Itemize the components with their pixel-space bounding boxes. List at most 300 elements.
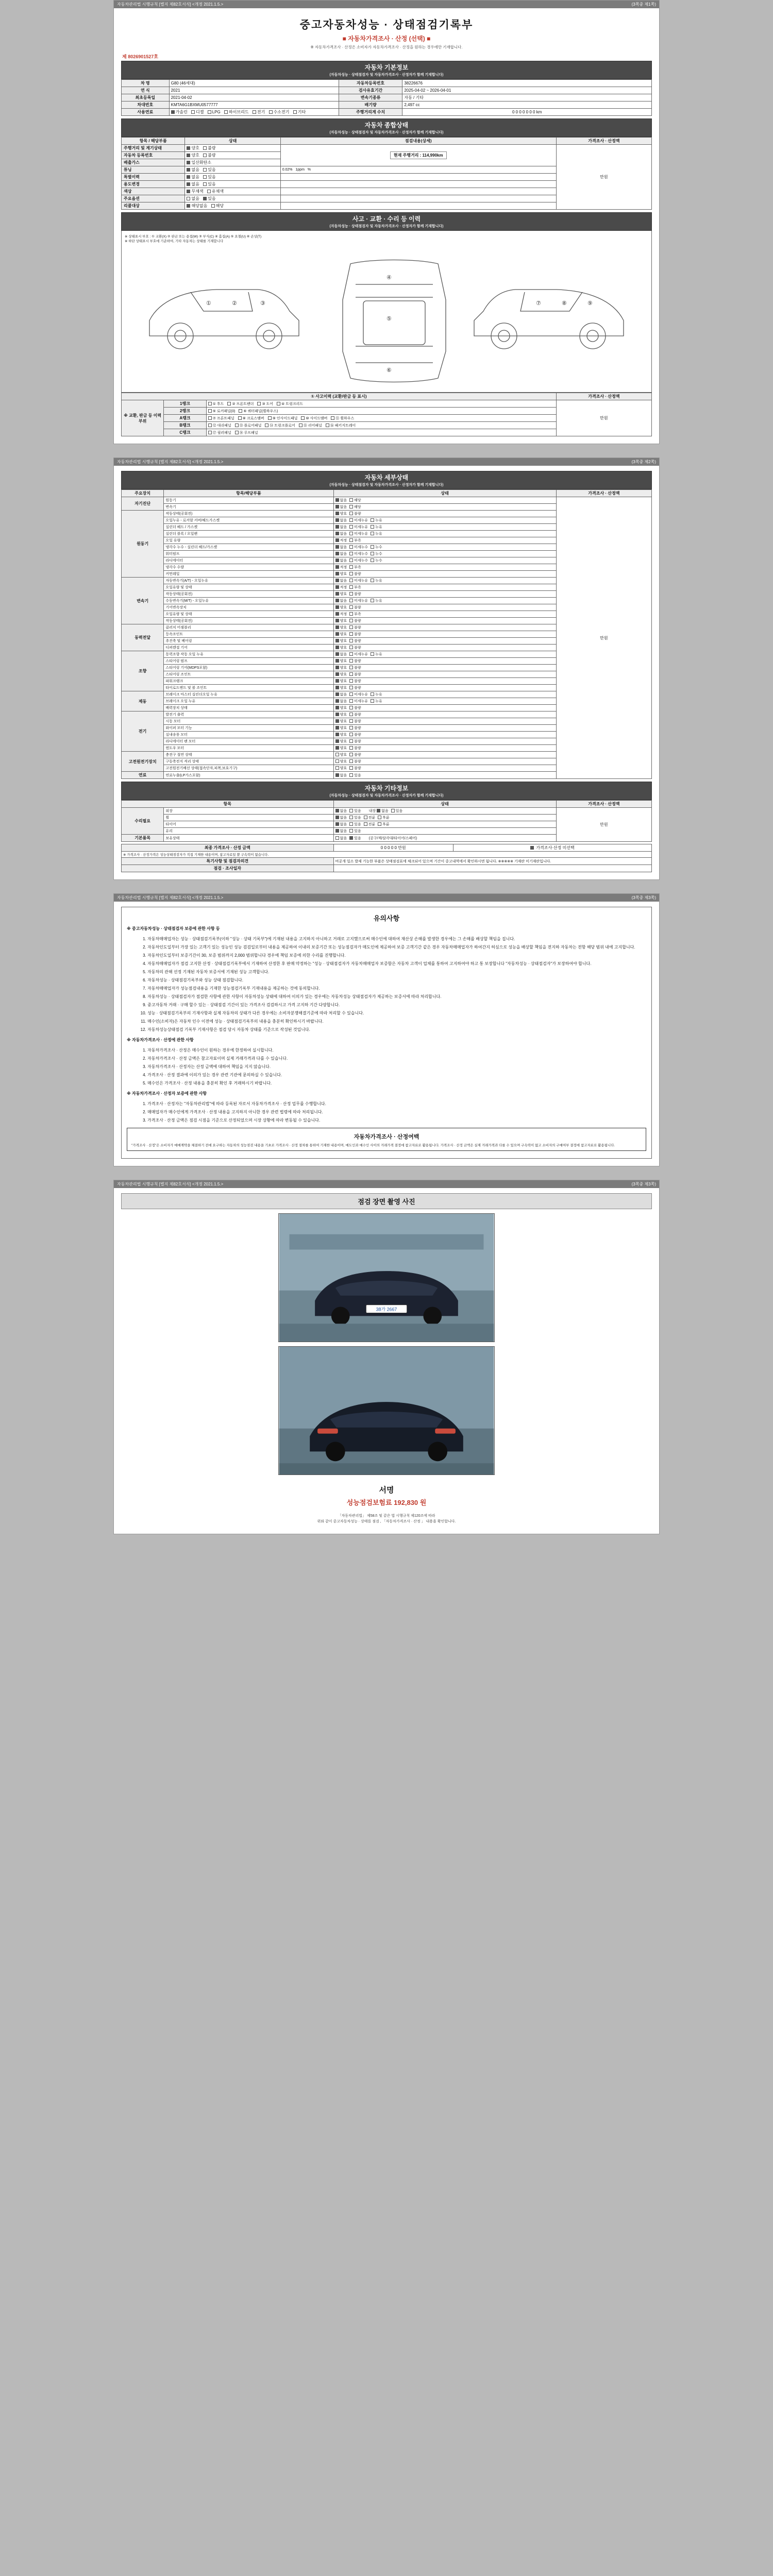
checkbox-plate-good[interactable] xyxy=(187,152,199,158)
checkbox-4-5-0[interactable]: 양호 xyxy=(335,685,347,690)
part-label: ⑬ 플로어패널 xyxy=(239,423,262,428)
part-floor-panel[interactable] xyxy=(235,423,262,428)
rank-items-a xyxy=(206,415,556,422)
checkbox-1-1-2[interactable]: 누유 xyxy=(371,518,382,523)
svg-text:③: ③ xyxy=(260,300,265,307)
checkbox-1-7-0[interactable]: 없음 xyxy=(335,558,347,563)
detail-state-1-2 xyxy=(333,524,556,531)
rank-label-c: C랭크 xyxy=(164,429,206,436)
checkbox-7-1-0[interactable]: 양호 xyxy=(335,759,347,764)
etc-state-0 xyxy=(333,808,556,815)
checkbox-plate-bad[interactable] xyxy=(203,152,215,158)
detail-state-7-1 xyxy=(333,758,556,765)
form-reference: 자동차관리법 시행규칙 [별지 제82호서식] <개정 2021.1.5.> xyxy=(117,2,224,7)
checkbox-1-2-1[interactable]: 미세누유 xyxy=(349,524,368,530)
detail-state-1-7 xyxy=(333,557,556,564)
etc-right-checkbox-0-0[interactable]: 없음 xyxy=(377,808,389,814)
label-none: 없음 xyxy=(191,175,199,179)
color-detail xyxy=(280,188,556,195)
part-rear-panel[interactable] xyxy=(299,423,322,428)
detail-part-4-4: 파워크랭크 xyxy=(164,678,333,685)
checkbox-6-5-0[interactable]: 양호 xyxy=(335,745,347,751)
checkbox-fuel-label-0: 가솔린 xyxy=(175,110,188,114)
checkbox-1-7-2[interactable]: 누수 xyxy=(371,558,382,563)
total-unit: 만원 xyxy=(398,845,406,850)
checkbox-3-0-0[interactable]: 양호 xyxy=(335,625,347,630)
checkbox-5-1-0[interactable]: 없음 xyxy=(335,699,347,704)
current-mileage: 현재 주행거리 : 114,990km xyxy=(390,151,447,159)
notice-group3-title: ※ 자동차가격조사 · 산정자 보증에 관한 사항 xyxy=(127,1091,207,1096)
detail-state-7-2 xyxy=(333,765,556,772)
checkbox-1-8-1[interactable]: 부족 xyxy=(349,565,361,570)
checkbox-5-2-0[interactable]: 양호 xyxy=(335,705,347,710)
part-side-member[interactable] xyxy=(301,416,327,421)
checkbox-6-1-0[interactable]: 양호 xyxy=(335,719,347,724)
checkbox-3-3-1[interactable]: 불량 xyxy=(349,645,361,650)
checkbox-0-1-1[interactable]: 해당 xyxy=(349,504,361,510)
checkbox-1-0-0[interactable]: 양호 xyxy=(335,511,347,516)
checkbox-price-unselected-icon[interactable] xyxy=(530,846,534,850)
checkbox-4-3-0[interactable]: 양호 xyxy=(335,672,347,677)
checkbox-6-1-1[interactable]: 불량 xyxy=(349,719,361,724)
detail-part-1-6: 워터펌프 xyxy=(164,551,333,557)
detail-state-3-0 xyxy=(333,624,556,631)
etc-checkbox-1-1[interactable]: 있음 xyxy=(349,815,361,820)
etc-checkbox-2-0[interactable]: 없음 xyxy=(335,822,347,827)
checkbox-1-3-2[interactable]: 누유 xyxy=(371,531,382,536)
row-state-options xyxy=(185,195,280,202)
checkbox-1-7-1[interactable]: 미세누수 xyxy=(349,558,368,563)
checkbox-fuel-label-1: 디젤 xyxy=(196,110,204,114)
detail-state-6-3 xyxy=(333,732,556,738)
checkbox-1-5-1[interactable]: 미세누수 xyxy=(349,545,368,550)
checkbox-fuel-2[interactable] xyxy=(208,110,221,114)
accident-price-header: 가격조사 · 산정액 xyxy=(556,393,651,400)
part-roof-panel[interactable] xyxy=(235,430,258,435)
part-label: ⑰ 필러패널 xyxy=(212,431,231,435)
detail-part-7-0: 충전구 절연 상태 xyxy=(164,752,333,758)
part-label: ⑭ 트렁크플로어 xyxy=(270,423,295,428)
checkbox-3-3-0[interactable]: 양호 xyxy=(335,645,347,650)
insurance-fee-value: 192,830 원 xyxy=(394,1499,427,1506)
section-detail-note: (자동차성능 · 상태점검자 및 자동차가격조사 · 산정자가 함께 기재합니다) xyxy=(329,483,444,487)
checkbox-2-6-1[interactable]: 불량 xyxy=(349,618,361,623)
checkbox-fuel-6[interactable] xyxy=(293,109,306,115)
checkbox-usechange-none[interactable] xyxy=(187,181,199,187)
detail-part-6-1: 시동 모터 xyxy=(164,718,333,725)
col-header-part: 항목/해당부품 xyxy=(164,490,333,497)
checkbox-1-4-1[interactable]: 부족 xyxy=(349,538,361,543)
checkbox-6-3-1[interactable]: 불량 xyxy=(349,732,361,737)
checkbox-recall-yes[interactable] xyxy=(211,203,224,209)
emission-smoke: % xyxy=(307,168,311,172)
notice-title: 유의사항 xyxy=(373,914,400,922)
checkbox-5-0-1[interactable]: 미세누유 xyxy=(349,692,368,697)
detail-state-3-3 xyxy=(333,645,556,651)
label-yes: 있음 xyxy=(208,167,216,172)
checkbox-1-2-0[interactable]: 없음 xyxy=(335,524,347,530)
checkbox-4-1-0[interactable]: 양호 xyxy=(335,658,347,664)
detail-table xyxy=(121,489,652,779)
section-detail-label: 자동차 세부상태 xyxy=(364,474,409,481)
checkbox-4-5-1[interactable]: 불량 xyxy=(349,685,361,690)
checkbox-7-0-0[interactable]: 양호 xyxy=(335,752,347,757)
field-value-vin: KMTA6G1BXMU0577777 xyxy=(169,101,339,109)
accident-parts-table xyxy=(121,393,652,436)
checkbox-4-1-1[interactable]: 불량 xyxy=(349,658,361,664)
checkbox-0-1-0[interactable]: 없음 xyxy=(335,504,347,510)
checkbox-1-1-0[interactable]: 없음 xyxy=(335,518,347,523)
part-pillar-panel[interactable] xyxy=(208,430,231,435)
checkbox-4-2-1[interactable]: 불량 xyxy=(349,665,361,670)
total-check[interactable] xyxy=(453,844,651,852)
part-label: ⑨ 인사이드패널 xyxy=(272,416,298,420)
etc-state-2 xyxy=(333,821,556,828)
part-label: ⑧ 크로스맴버 xyxy=(242,416,264,420)
checkbox-2-1-0[interactable]: 적정 xyxy=(335,585,347,590)
detail-state-1-4 xyxy=(333,537,556,544)
checkbox-2-2-1[interactable]: 불량 xyxy=(349,591,361,597)
part-dash-panel[interactable] xyxy=(208,423,231,428)
checkbox-1-5-0[interactable]: 없음 xyxy=(335,545,347,550)
guarantee-title: 자동차가격조사 · 산정여백 xyxy=(354,1134,419,1140)
checkbox-special-none[interactable] xyxy=(187,174,199,180)
detail-group-4: 조향 xyxy=(122,651,164,691)
checkbox-1-4-0[interactable]: 적정 xyxy=(335,538,347,543)
part-front-panel[interactable] xyxy=(208,416,234,421)
checkbox-2-3-2[interactable]: 누유 xyxy=(371,598,382,603)
checkbox-1-6-2[interactable]: 누수 xyxy=(371,551,382,556)
detail-state-5-2 xyxy=(333,705,556,711)
page-mark: (3쪽중 제1쪽) xyxy=(631,2,656,7)
etc-checkbox-0-1[interactable]: 있음 xyxy=(349,808,361,814)
checkbox-6-0-1[interactable]: 불량 xyxy=(349,712,361,717)
inspect-date-label: 점검 · 조사일자 xyxy=(122,865,334,872)
checkbox-7-0-1[interactable]: 불량 xyxy=(349,752,361,757)
checkbox-color-mono[interactable] xyxy=(187,189,203,194)
etc-right-checkbox-1-0[interactable]: 전륜 xyxy=(364,815,376,820)
checkbox-tuning-none[interactable] xyxy=(187,167,199,173)
detail-part-1-1: 오일누유 - 로커암 커버/헤드가스켓 xyxy=(164,517,333,524)
table-row xyxy=(122,393,652,400)
checkbox-4-4-1[interactable]: 불량 xyxy=(349,679,361,684)
detail-group-2: 변속기 xyxy=(122,578,164,624)
detail-part-2-0: 자동변속기(A/T) - 오일누유 xyxy=(164,578,333,584)
checkbox-fuel-1[interactable] xyxy=(191,109,204,115)
svg-text:①: ① xyxy=(206,300,211,307)
page-2 xyxy=(113,457,660,880)
svg-text:⑦: ⑦ xyxy=(536,300,541,307)
etc-checkbox-4-0[interactable]: 없음 xyxy=(335,836,347,841)
etc-right-label-4: (공구/잭/삼각대/타이어/스페어) xyxy=(368,836,417,840)
row-label-platenumber: 자동차 등록번호 xyxy=(122,152,185,159)
checkbox-color-chroma[interactable] xyxy=(207,189,224,194)
svg-text:②: ② xyxy=(232,300,237,307)
etc-right-checkbox-2-1[interactable]: 후륜 xyxy=(378,822,390,827)
checkbox-2-5-1[interactable]: 부족 xyxy=(349,612,361,617)
checkbox-6-5-1[interactable]: 불량 xyxy=(349,745,361,751)
label-mono: 무채색 xyxy=(191,189,204,194)
detail-state-5-1 xyxy=(333,698,556,705)
detail-part-6-2: 와이퍼 모터 기능 xyxy=(164,725,333,732)
notice-list-2 xyxy=(127,1047,646,1087)
etc-checkbox-0-0[interactable]: 없음 xyxy=(335,808,347,814)
checkbox-emission-co[interactable] xyxy=(187,160,211,165)
detail-state-1-0 xyxy=(333,511,556,517)
checkbox-2-0-0[interactable]: 없음 xyxy=(335,578,347,583)
checkbox-fuel-label-4: 전기 xyxy=(257,110,265,114)
etc-checkbox-4-1[interactable]: 있음 xyxy=(349,836,361,841)
detail-state-0-1 xyxy=(333,504,556,511)
field-value-year: 2021 xyxy=(169,87,339,94)
etc-part-2: 타이어 xyxy=(164,821,333,828)
checkbox-fuel-5[interactable] xyxy=(269,109,290,115)
table-row xyxy=(122,844,652,852)
inspection-photo-rear xyxy=(278,1346,495,1475)
checkbox-2-0-1[interactable]: 미세누유 xyxy=(349,578,368,583)
checkbox-4-3-1[interactable]: 불량 xyxy=(349,672,361,677)
checkbox-5-0-2[interactable]: 누유 xyxy=(371,692,382,697)
notice-item: 6. 자동차성능 · 상태점검기록부와 성능 상태 점검합니다. xyxy=(147,977,646,984)
checkbox-1-1-1[interactable]: 미세누유 xyxy=(349,518,368,523)
page-mark-2: (3쪽중 제2쪽) xyxy=(631,460,656,464)
checkbox-2-0-2[interactable]: 누유 xyxy=(371,578,382,583)
checkbox-3-1-0[interactable]: 양호 xyxy=(335,632,347,637)
rank-items-c xyxy=(206,429,556,436)
etc-right-checkbox-1-1[interactable]: 후륜 xyxy=(378,815,390,820)
notice-item: 1. 자동차매매업자는 성능 · 상태점검기록부(이하 "성능 · 상태 기록부")에 기재된 내용을 고지하지 아니하고 거래로 고지했으로써 매수인에 대하여 재산상 손해를 발생한 경우에는 그 손해를 배상할 책임을 집니다. xyxy=(147,936,646,942)
rank-items-1 xyxy=(206,400,556,408)
checkbox-options-yes[interactable] xyxy=(203,196,215,201)
checkbox-6-3-0[interactable]: 양호 xyxy=(335,732,347,737)
part-door[interactable] xyxy=(257,401,273,406)
checkbox-5-0-0[interactable]: 없음 xyxy=(335,692,347,697)
notice-box xyxy=(121,907,652,1159)
checkbox-2-1-1[interactable]: 부족 xyxy=(349,585,361,590)
checkbox-2-3-1[interactable]: 미세누유 xyxy=(349,598,368,603)
detail-state-3-2 xyxy=(333,638,556,645)
detail-part-2-5: 오일유량 및 상태 xyxy=(164,611,333,618)
detail-part-6-3: 실내송풍 모터 xyxy=(164,732,333,738)
field-label-regno: 자동차등록번호 xyxy=(339,80,402,87)
etc-checkbox-1-0[interactable]: 없음 xyxy=(335,815,347,820)
checkbox-5-2-1[interactable]: 불량 xyxy=(349,705,361,710)
checkbox-1-6-0[interactable]: 없음 xyxy=(335,551,347,556)
part-wheel-house[interactable] xyxy=(331,416,354,421)
row-state-special xyxy=(185,174,280,181)
checkbox-8-0-1[interactable]: 있음 xyxy=(349,773,361,778)
part-trunk-lid[interactable] xyxy=(277,401,303,406)
emission-co: 0.02% xyxy=(282,168,293,172)
page-topbar-4 xyxy=(114,1180,659,1188)
special-detail xyxy=(280,174,556,181)
total-digit-0: 0 xyxy=(380,845,383,850)
checkbox-6-4-1[interactable]: 불량 xyxy=(349,739,361,744)
checkbox-4-0-1[interactable]: 미세누유 xyxy=(349,652,368,657)
field-value-first-reg: 2021-04-02 xyxy=(169,94,339,101)
form-reference-2: 자동차관리법 시행규칙 [별지 제82호서식] <개정 2021.1.5.> xyxy=(117,460,224,464)
checkbox-4-0-2[interactable]: 누유 xyxy=(371,652,382,657)
row-label-recall: 리콜대상 xyxy=(122,202,185,210)
label-good: 양호 xyxy=(191,153,199,158)
label-none: 해당없음 xyxy=(191,204,208,208)
notice-list-3 xyxy=(127,1101,646,1124)
document-subtitle-text: ■ 자동차가격조사 · 산정 (선택) ■ xyxy=(342,35,431,42)
part-label: ⑥ 쿼터패널(휠하우스) xyxy=(243,409,278,413)
checkbox-5-1-1[interactable]: 미세누유 xyxy=(349,699,368,704)
label-bad: 불량 xyxy=(208,153,216,158)
checkbox-3-1-1[interactable]: 불량 xyxy=(349,632,361,637)
checkbox-6-2-0[interactable]: 양호 xyxy=(335,725,347,731)
checkbox-2-4-0[interactable]: 양호 xyxy=(335,605,347,610)
rank-label-1: 1랭크 xyxy=(164,400,206,408)
page-mark-4: (3쪽중 제3쪽) xyxy=(631,1182,656,1187)
field-label-carname: 차 명 xyxy=(122,80,170,87)
checkbox-4-0-0[interactable]: 없음 xyxy=(335,652,347,657)
total-label: 최종 가격조사 · 산정 금액 xyxy=(122,844,334,852)
field-label-first-reg: 최초등록일 xyxy=(122,94,170,101)
notice-item: 11. 매수인(소비자)은 자동차 인수 이전에 성능 · 상태점검기록부의 내용을 충분히 확인하시기 바랍니다. xyxy=(147,1019,646,1025)
checkbox-1-9-1[interactable]: 불량 xyxy=(349,571,361,577)
checkbox-fuel-0[interactable] xyxy=(171,109,188,115)
detail-state-4-1 xyxy=(333,658,556,665)
checkbox-usechange-yes[interactable] xyxy=(203,181,215,187)
checkbox-8-0-0[interactable]: 없음 xyxy=(335,773,347,778)
checkbox-options-none[interactable] xyxy=(187,196,199,201)
label-co: 일산화탄소 xyxy=(191,160,212,165)
detail-state-2-4 xyxy=(333,604,556,611)
field-value-carname: G80 (46세대) xyxy=(169,80,339,87)
checkbox-fuel-4[interactable] xyxy=(253,109,265,115)
section-etc-note: (자동차성능 · 상태점검자 및 자동차가격조사 · 산정자가 함께 기재합니다) xyxy=(329,794,444,798)
checkbox-1-3-0[interactable]: 없음 xyxy=(335,531,347,536)
checkbox-4-2-0[interactable]: 양호 xyxy=(335,665,347,670)
checkbox-5-1-2[interactable]: 누유 xyxy=(371,699,382,704)
checkbox-mileage-good[interactable] xyxy=(187,145,199,151)
part-cross-member[interactable] xyxy=(238,416,264,421)
checkbox-1-6-1[interactable]: 미세누수 xyxy=(349,551,368,556)
page-4 xyxy=(113,1180,660,1534)
checkbox-1-9-0[interactable]: 양호 xyxy=(335,571,347,577)
section-basic-title xyxy=(121,61,652,79)
checkbox-0-0-0[interactable]: 없음 xyxy=(335,498,347,503)
checkbox-3-2-1[interactable]: 불량 xyxy=(349,638,361,643)
detail-part-4-0: 동력조향 작동 오일 누유 xyxy=(164,651,333,658)
checkbox-7-2-0[interactable]: 양호 xyxy=(335,766,347,771)
part-label: ⑩ 사이드맴버 xyxy=(306,416,328,420)
part-quarter-panel[interactable] xyxy=(239,409,278,414)
checkbox-3-0-1[interactable]: 불량 xyxy=(349,625,361,630)
remark-label: 특기사항 및 점검자의견 xyxy=(122,858,334,865)
row-state-tuning xyxy=(185,166,280,174)
detail-state-4-4 xyxy=(333,678,556,685)
checkbox-mileage-bad[interactable] xyxy=(203,145,215,151)
checkbox-7-2-1[interactable]: 불량 xyxy=(349,766,361,771)
overall-table xyxy=(121,137,652,210)
checkbox-1-0-1[interactable]: 불량 xyxy=(349,511,361,516)
notice-item: 1. 자동차가격조사 · 산정은 매수인이 원하는 경우에 한정하여 실시합니다. xyxy=(147,1047,646,1054)
part-trunk-floor[interactable] xyxy=(265,423,295,428)
footer-line-1: 「자동차관리법」 제58조 및 같은 법 시행규칙 제120조에 따라 xyxy=(338,1514,435,1518)
detail-part-4-5: 타이로드엔드 및 볼 조인트 xyxy=(164,685,333,691)
row-state-emission xyxy=(185,159,280,166)
part-package-tray[interactable] xyxy=(326,423,356,428)
checkbox-4-4-0[interactable]: 양호 xyxy=(335,679,347,684)
col-header-device: 주요장치 xyxy=(122,490,164,497)
checkbox-fuel-3[interactable] xyxy=(224,109,249,115)
row-label-special: 특별이력 xyxy=(122,174,185,181)
etc-state-4 xyxy=(333,835,556,842)
checkbox-6-4-0[interactable]: 양호 xyxy=(335,739,347,744)
col-header-price: 가격조사 · 산정액 xyxy=(556,138,651,145)
checkbox-fuel-label-2: LPG xyxy=(212,110,221,114)
checkbox-1-8-0[interactable]: 적정 xyxy=(335,565,347,570)
checkbox-tuning-yes[interactable] xyxy=(203,167,215,173)
document-header xyxy=(121,13,652,51)
etc-right-checkbox-0-1[interactable]: 있음 xyxy=(391,808,403,814)
part-front-fender[interactable] xyxy=(227,401,254,406)
field-label-inspection-period: 검사유효기간 xyxy=(339,87,402,94)
detail-state-2-2 xyxy=(333,591,556,598)
etc-right-checkbox-2-0[interactable]: 전륜 xyxy=(364,822,376,827)
checkbox-1-5-2[interactable]: 누수 xyxy=(371,545,382,550)
detail-part-4-3: 스티어링 조인트 xyxy=(164,671,333,678)
checkbox-0-0-1[interactable]: 해당 xyxy=(349,498,361,503)
checkbox-fuel-label-5: 수소전기 xyxy=(273,110,290,114)
checkbox-6-0-0[interactable]: 양호 xyxy=(335,712,347,717)
checkbox-6-2-1[interactable]: 불량 xyxy=(349,725,361,731)
section-basic-label: 자동차 기본정보 xyxy=(364,64,409,71)
part-hood[interactable] xyxy=(208,401,224,406)
label-yes: 해당 xyxy=(215,204,224,208)
etc-checkbox-2-1[interactable]: 있음 xyxy=(349,822,361,827)
detail-state-3-1 xyxy=(333,631,556,638)
etc-checkbox-3-0[interactable]: 없음 xyxy=(335,828,347,834)
etc-price-cell: 만원 xyxy=(556,808,651,842)
field-label-transmission: 변속기종류 xyxy=(339,94,402,101)
part-label: ⑤ 로커패널(0) xyxy=(212,409,236,413)
checkbox-2-6-0[interactable]: 양호 xyxy=(335,618,347,623)
detail-state-6-0 xyxy=(333,711,556,718)
checkbox-3-2-0[interactable]: 양호 xyxy=(335,638,347,643)
car-damage-diagram xyxy=(125,243,648,387)
checkbox-2-5-0[interactable]: 적정 xyxy=(335,612,347,617)
col-header-item: 항목 / 해당부품 xyxy=(122,138,185,145)
checkbox-7-1-1[interactable]: 불량 xyxy=(349,759,361,764)
col-header-detail: 점검내용(상세) xyxy=(280,138,556,145)
part-inside-panel[interactable] xyxy=(268,416,298,421)
checkbox-recall-none[interactable] xyxy=(187,203,207,209)
table-row xyxy=(122,87,652,94)
checkbox-1-3-1[interactable]: 미세누유 xyxy=(349,531,368,536)
checkbox-1-2-2[interactable]: 누유 xyxy=(371,524,382,530)
checkbox-2-4-1[interactable]: 불량 xyxy=(349,605,361,610)
etc-checkbox-3-1[interactable]: 있음 xyxy=(349,828,361,834)
checkbox-2-2-0[interactable]: 양호 xyxy=(335,591,347,597)
detail-state-2-3 xyxy=(333,598,556,604)
checkbox-special-yes[interactable] xyxy=(203,174,215,180)
detail-state-4-3 xyxy=(333,671,556,678)
detail-part-6-5: 윈도우 모터 xyxy=(164,745,333,752)
row-state-plate xyxy=(185,152,280,159)
notice-group1-title: ※ 중고자동차성능 · 상태점검자 보증에 관한 사항 등 xyxy=(127,926,220,931)
detail-part-0-0: 원동기 xyxy=(164,497,333,504)
page-3 xyxy=(113,893,660,1166)
diagram-legend: ※ 상태표시 부호 : ① 교환(X) ② 판금 또는 용접(W) ③ 부식(C) ④ 흠집(A) ⑤ 요철(U) ⑥ 손상(T) xyxy=(125,235,262,239)
checkbox-2-3-0[interactable]: 없음 xyxy=(335,598,347,603)
part-label: ⑪ 휠하우스 xyxy=(335,416,355,420)
part-rocker-panel[interactable] xyxy=(208,409,236,414)
